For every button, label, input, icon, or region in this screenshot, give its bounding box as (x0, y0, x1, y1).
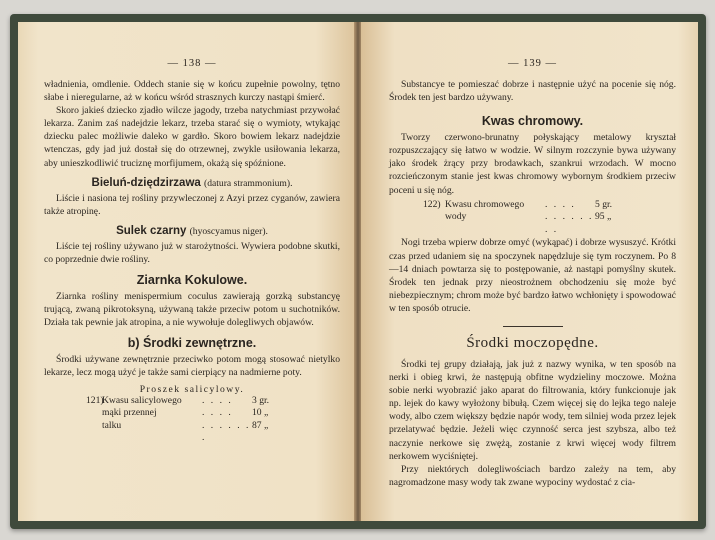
right-page (361, 22, 698, 521)
section-heading: Kwas chromowy. (481, 114, 584, 129)
recipe-item: Kwasu chromowego (445, 198, 525, 210)
heading-text: Sulek czarny (116, 224, 187, 237)
paragraph: Liście i nasiona tej rośliny przywleczonej z Azyi przez cyganów, zawiera także atropinę. (44, 192, 340, 217)
left-page (18, 22, 356, 521)
recipe-number (86, 420, 102, 445)
paragraph: władnienia, omdlenie. Oddech stanie się w końcu zupełnie powolny, tętno słabe i nieregularne, aż w końcu wśród strasznych kurczy nastąpi śmierć. (44, 79, 340, 104)
latin-name: (datura strammonium). (204, 177, 293, 189)
latin-name: (hyoscyamus niger). (189, 225, 268, 237)
paragraph: Ziarnka rośliny menispermium coculus zawierają gorzką substancyę trującą, zwaną pikrotoksyną, używaną także przeciw potom u suchotników. Działa tak pewnie jak atropina, a nie wywołuje dolegliwych objawów. (44, 291, 340, 329)
paragraph: Liście tej rośliny używano już w starożytności. Wywiera podobne skutki, co poprzednie dwie rośliny. (44, 240, 340, 265)
recipe-list (423, 199, 676, 237)
recipe-title: Proszek salicylowy. (139, 383, 245, 395)
section-heading: Ziarnka Kokulowe. (136, 273, 248, 288)
recipe-qty: 5 gr. (595, 198, 613, 210)
section-heading: Środki moczopędne. (466, 335, 599, 351)
recipe-item: wody (445, 211, 467, 223)
recipe-qty: 3 gr. (252, 394, 270, 406)
page-number-right: — 139 — (508, 58, 557, 69)
paragraph: Tworzy czerwono-brunatny połyskający metalowy kryształ rozpuszczający się łatwo w wodzie. W silnym rozczynie bywa używany jako środek żrący przy brodawkach, szankrui wrzodach. W mocno rozcieńczonym stanie jest kwas chromowy wybornym środkiem przeciw poceni u się nóg. (389, 132, 676, 196)
recipe-row (86, 395, 340, 408)
paragraph: Środki tej grupy działają, jak już z nazwy wynika, w ten sposób na nerki i obieg krwi, że następują obfitne wydzieliny moczowe. Można sobie nerki wyobrazić jako aparat do filtrowania, który funkcionuje jak np. lejek do kawy wyłożony bibułą. Czem więcej się do lejka tego naleje wody, albo czem większy będzie napór wody, tem silniej woda przez lejek przelatywać będzie. Jeżeli więc czynność serca jest szybsza, albo też naczynie nerkowe się zwężą, zostanie z krwi więcej wody filtrem nerkowem wyciśniętej. (389, 359, 676, 462)
recipe-qty: 10 „ (252, 407, 269, 419)
recipe-qty: 95 „ (595, 211, 612, 223)
recipe-list (86, 395, 340, 445)
recipe-row (86, 407, 340, 420)
paragraph: Substancye te pomieszać dobrze i następnie użyć na pocenie się nóg. Środek ten jest bardzo używany. (389, 79, 676, 104)
paragraph: Skoro jakieś dziecko zjadło wilcze jagody, trzeba natychmiast przywołać lekarza. Zanim zaś nadejdzie lekarz, trzeba starać się o wymioty, wtykając dziecku palec możliwie daleko w gardło. Skoro bowiem lekarz nadejdzie wtenczas, gdy jad już dostał się do otrzewnej, zwykle usiłowania lekarza, aby unieszkodliwić truciznę morfijumem, okażą się spóźnione. (44, 105, 340, 169)
recipe-dots: . . . . (202, 407, 233, 419)
recipe-dots: . . . . (545, 198, 576, 210)
section-heading: b) Środki zewnętrzne. (127, 336, 257, 351)
section-heading (44, 177, 340, 189)
recipe-row (86, 420, 340, 445)
recipe-item: Kwasu salicylowego (102, 394, 182, 406)
recipe-row (423, 199, 676, 212)
recipe-qty: 87 „ (252, 419, 269, 431)
paragraph: Nogi trzeba wpierw dobrze omyć (wykąpać) i dobrze wysuszyć. Krótki czas przed udaniem się na spoczynek napędzluje się tym roczynem. Po 8—14 dniach powtarza się to postępowanie, aż nastąpi pomyślny skutek. Środek ten jednak przy nieostrożnem obchodzeniu się może być niebezpiecznym; chrom może być bardzo łatwo wchłonięty i spowodować w ten sposób otrucie. (389, 237, 676, 314)
section-divider (503, 326, 563, 327)
recipe-number (423, 211, 445, 236)
recipe-dots: . . . . (202, 394, 233, 406)
page-number-left: — 138 — (167, 58, 217, 69)
recipe-number: 122) (423, 198, 441, 210)
recipe-number: 121) (86, 394, 104, 406)
recipe-number (86, 407, 102, 420)
paragraph: Przy niektórych dolegliwościach bardzo zależy na tem, aby nagromadzone masy wody tak zwane wypociny wydostać z cia- (389, 463, 676, 488)
recipe-dots: . . . . . . . . (545, 211, 594, 235)
recipe-dots: . . . . . . . (202, 419, 251, 444)
section-heading (44, 225, 340, 237)
paragraph: Środki używane zewnętrznie przeciwko potom mogą stosować nietylko lekarze, lecz mogą użyć je także sami cierpiący na nadmierne poty. (44, 354, 340, 379)
recipe-item: talku (102, 419, 122, 431)
recipe-row (423, 211, 676, 236)
recipe-item: mąki przennej (102, 407, 157, 419)
heading-text: Bieluń-dziędzirzawa (91, 176, 201, 189)
